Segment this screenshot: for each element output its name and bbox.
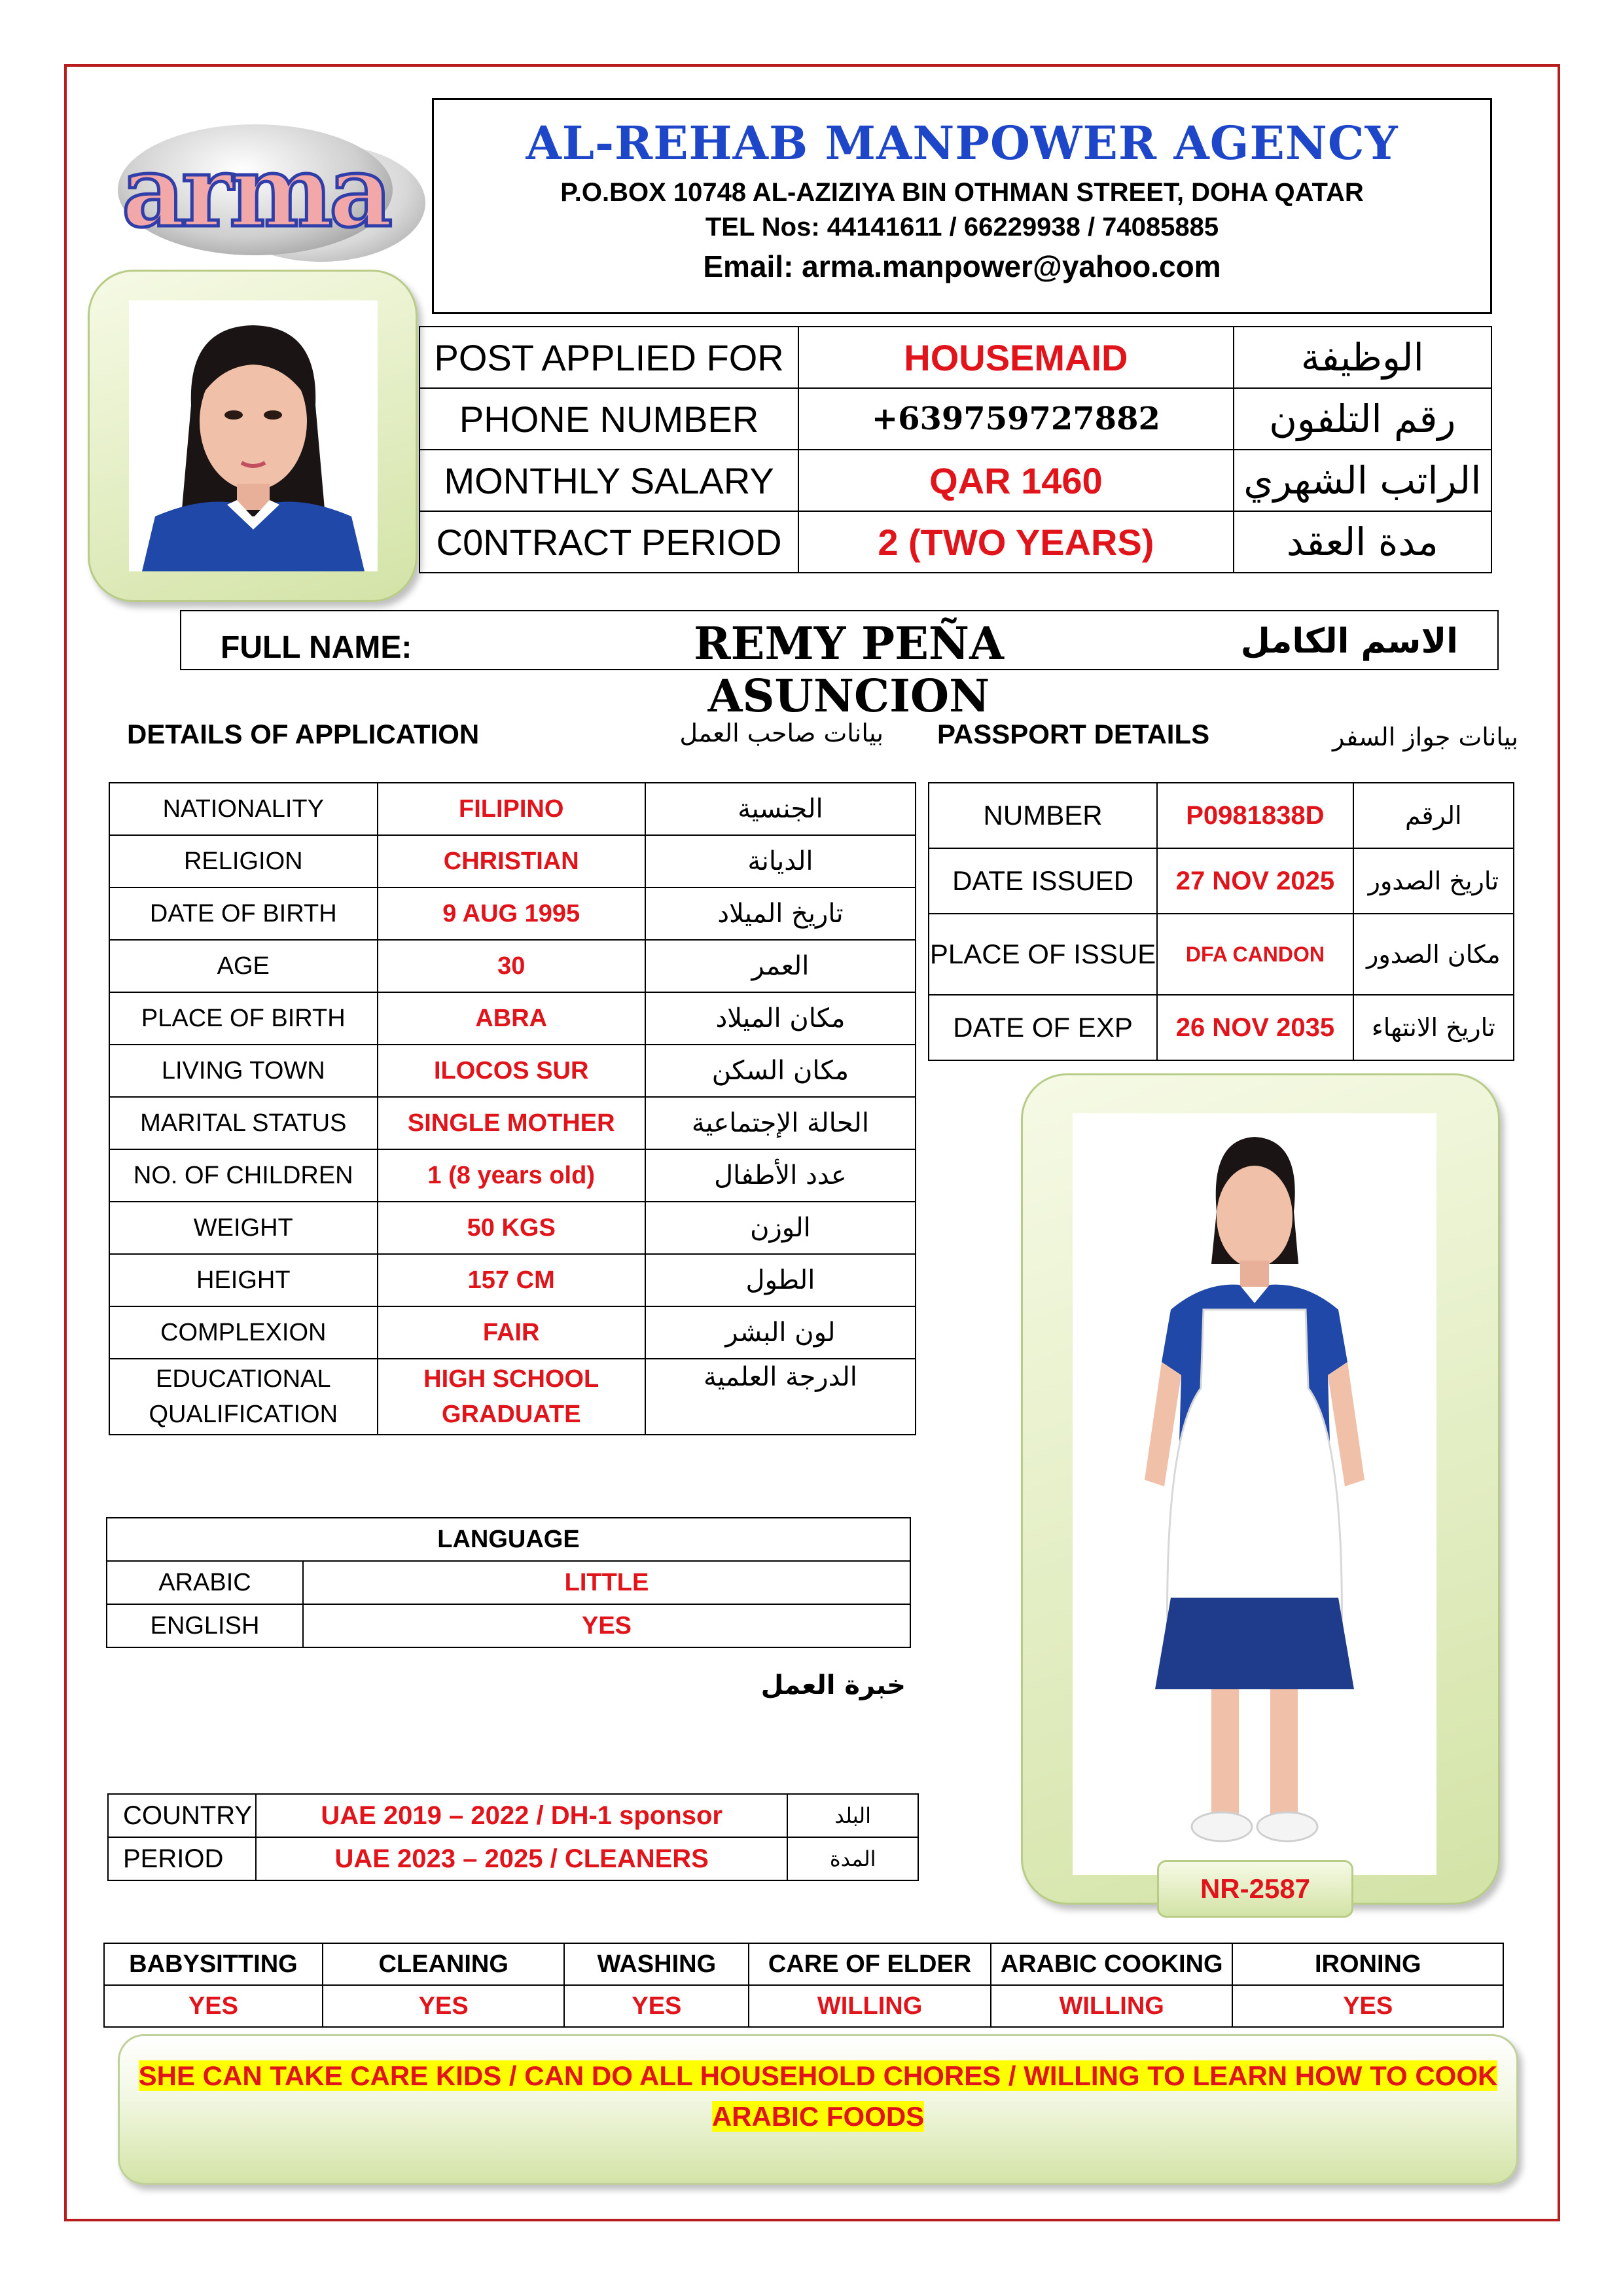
summary-label-ar: رقم التلفون: [1234, 388, 1491, 450]
table-row: [109, 1254, 916, 1306]
passport-value: 26 NOV 2035: [1157, 995, 1353, 1060]
detail-label-ar: مكان الميلاد: [645, 992, 916, 1045]
full-name-label-ar: الاسم الكامل: [1240, 622, 1458, 661]
passport-label-ar: الرقم: [1353, 783, 1514, 848]
details-table: [109, 782, 916, 1435]
portrait-photo-frame: [88, 270, 418, 602]
table-row: [109, 835, 916, 888]
detail-label: LIVING TOWN: [109, 1045, 378, 1097]
work-experience-table: [107, 1793, 919, 1881]
detail-value: HIGH SCHOOL GRADUATE: [378, 1359, 645, 1435]
skill-value: YES: [104, 1985, 323, 2027]
table-row: [109, 1097, 916, 1149]
skills-table: [103, 1943, 1504, 2028]
full-body-photo-frame: [1021, 1073, 1500, 1905]
table-row: [929, 914, 1514, 995]
detail-label: NATIONALITY: [109, 783, 378, 835]
summary-value: HOUSEMAID: [798, 327, 1233, 388]
skill-value: WILLING: [991, 1985, 1233, 2027]
detail-label: AGE: [109, 940, 378, 992]
detail-label-ar: الديانة: [645, 835, 916, 888]
summary-value: 2 (TWO YEARS): [798, 511, 1233, 573]
agency-logo: [118, 124, 425, 262]
summary-value: +639759727882: [798, 388, 1233, 450]
detail-label: NO. OF CHILDREN: [109, 1149, 378, 1202]
language-label: ARABIC: [107, 1561, 303, 1604]
table-row: [419, 388, 1491, 450]
detail-value: 30: [378, 940, 645, 992]
passport-label: DATE ISSUED: [929, 848, 1157, 914]
work-value: UAE 2019 – 2022 / DH-1 sponsor: [256, 1794, 787, 1837]
language-value: LITTLE: [303, 1561, 910, 1604]
detail-label-ar: الوزن: [645, 1202, 916, 1254]
detail-label: WEIGHT: [109, 1202, 378, 1254]
skill-header: ARABIC COOKING: [991, 1943, 1233, 1985]
table-row: [929, 848, 1514, 914]
summary-label: C0NTRACT PERIOD: [419, 511, 798, 573]
agency-name: AL-REHAB MANPOWER AGENCY: [526, 116, 1399, 170]
table-row: [109, 1306, 916, 1359]
skill-value: YES: [1232, 1985, 1503, 2027]
summary-label: MONTHLY SALARY: [419, 450, 798, 511]
table-row: [104, 1943, 1503, 1985]
work-value: UAE 2023 – 2025 / CLEANERS: [256, 1837, 787, 1880]
table-row: [109, 1149, 916, 1202]
details-title: DETAILS OF APPLICATION: [127, 719, 480, 749]
passport-label-ar: تاريخ الانتهاء: [1353, 995, 1514, 1060]
work-label: PERIOD: [108, 1837, 256, 1880]
detail-label: PLACE OF BIRTH: [109, 992, 378, 1045]
skill-header: CARE OF ELDER: [749, 1943, 991, 1985]
table-row: [109, 783, 916, 835]
detail-label-ar: الحالة الإجتماعية: [645, 1097, 916, 1149]
details-title-ar: بيانات صاحب العمل: [679, 719, 883, 747]
table-row: [109, 888, 916, 940]
detail-value: FILIPINO: [378, 783, 645, 835]
agency-phone: TEL Nos: 44141611 / 66229938 / 74085885: [705, 213, 1219, 242]
detail-label-ar: الجنسية: [645, 783, 916, 835]
detail-value: 157 CM: [378, 1254, 645, 1306]
detail-label: DATE OF BIRTH: [109, 888, 378, 940]
agency-address: P.O.BOX 10748 AL-AZIZIYA BIN OTHMAN STREET, DOHA QATAR: [560, 178, 1364, 207]
work-label-ar: المدة: [787, 1837, 918, 1880]
detail-label-ar: لون البشر: [645, 1306, 916, 1359]
detail-label: RELIGION: [109, 835, 378, 888]
table-row: [107, 1518, 910, 1561]
table-row: [109, 1359, 916, 1435]
detail-value: 9 AUG 1995: [378, 888, 645, 940]
detail-label: MARITAL STATUS: [109, 1097, 378, 1149]
language-value: YES: [303, 1604, 910, 1647]
passport-label-ar: تاريخ الصدور: [1353, 848, 1514, 914]
table-row: [104, 1985, 1503, 2027]
passport-title-ar: بيانات جواز السفر: [1332, 723, 1518, 751]
detail-value: ABRA: [378, 992, 645, 1045]
table-row: [109, 940, 916, 992]
skill-header: WASHING: [564, 1943, 749, 1985]
skill-header: CLEANING: [323, 1943, 565, 1985]
table-row: [109, 992, 916, 1045]
detail-value: 1 (8 years old): [378, 1149, 645, 1202]
detail-label-ar: العمر: [645, 940, 916, 992]
detail-label-ar: مكان السكن: [645, 1045, 916, 1097]
table-row: [929, 783, 1514, 848]
agency-email: Email: arma.manpower@yahoo.com: [703, 249, 1221, 283]
passport-label: PLACE OF ISSUE: [929, 914, 1157, 995]
detail-label-ar: عدد الأطفال: [645, 1149, 916, 1202]
table-row: [107, 1561, 910, 1604]
reference-number-badge: NR-2587: [1157, 1860, 1353, 1918]
passport-value: 27 NOV 2025: [1157, 848, 1353, 914]
passport-label: NUMBER: [929, 783, 1157, 848]
remarks-text: SHE CAN TAKE CARE KIDS / CAN DO ALL HOUSEHOLD CHORES / WILLING TO LEARN HOW TO COOK ARABIC FOODS: [138, 2060, 1498, 2132]
remarks-box: [118, 2034, 1518, 2185]
passport-label: DATE OF EXP: [929, 995, 1157, 1060]
detail-value: FAIR: [378, 1306, 645, 1359]
summary-table: [419, 326, 1492, 573]
table-row: [109, 1202, 916, 1254]
passport-table: [928, 782, 1514, 1061]
detail-label: HEIGHT: [109, 1254, 378, 1306]
summary-label: PHONE NUMBER: [419, 388, 798, 450]
full-name-value: REMY PEÑA ASUNCION: [694, 618, 1004, 723]
table-row: [419, 450, 1491, 511]
table-row: [419, 511, 1491, 573]
summary-label-ar: الوظيفة: [1234, 327, 1491, 388]
detail-label-ar: الطول: [645, 1254, 916, 1306]
detail-value: 50 KGS: [378, 1202, 645, 1254]
detail-label-ar: الدرجة العلمية: [645, 1359, 916, 1435]
skill-header: BABYSITTING: [104, 1943, 323, 1985]
skill-value: YES: [323, 1985, 565, 2027]
detail-value: ILOCOS SUR: [378, 1045, 645, 1097]
summary-label-ar: مدة العقد: [1234, 511, 1491, 573]
table-row: [108, 1794, 918, 1837]
summary-label-ar: الراتب الشهري: [1234, 450, 1491, 511]
detail-value: SINGLE MOTHER: [378, 1097, 645, 1149]
skill-value: YES: [564, 1985, 749, 2027]
summary-label: POST APPLIED FOR: [419, 327, 798, 388]
passport-value: P0981838D: [1157, 783, 1353, 848]
full-body-photo: [1073, 1113, 1436, 1875]
detail-value: CHRISTIAN: [378, 835, 645, 888]
agency-header: [432, 98, 1492, 314]
logo-text: arma: [121, 134, 389, 249]
full-name-label: FULL NAME:: [221, 630, 412, 665]
full-name-box: [180, 610, 1499, 723]
passport-label-ar: مكان الصدور: [1353, 914, 1514, 995]
language-table: [106, 1517, 911, 1648]
language-title: LANGUAGE: [107, 1518, 910, 1561]
table-row: [108, 1837, 918, 1880]
detail-label-ar: تاريخ الميلاد: [645, 888, 916, 940]
work-label: COUNTRY: [108, 1794, 256, 1837]
summary-value: QAR 1460: [798, 450, 1233, 511]
portrait-photo: [129, 300, 378, 571]
table-row: [419, 327, 1491, 388]
work-label-ar: البلد: [787, 1794, 918, 1837]
work-experience-title-ar: خبرة العمل: [760, 1670, 906, 1700]
detail-label: COMPLEXION: [109, 1306, 378, 1359]
skill-header: IRONING: [1232, 1943, 1503, 1985]
language-label: ENGLISH: [107, 1604, 303, 1647]
table-row: [109, 1045, 916, 1097]
detail-label: EDUCATIONAL QUALIFICATION: [109, 1359, 378, 1435]
table-row: [107, 1604, 910, 1647]
table-row: [929, 995, 1514, 1060]
passport-value: DFA CANDON: [1157, 914, 1353, 995]
skill-value: WILLING: [749, 1985, 991, 2027]
passport-title: PASSPORT DETAILS: [937, 719, 1210, 749]
